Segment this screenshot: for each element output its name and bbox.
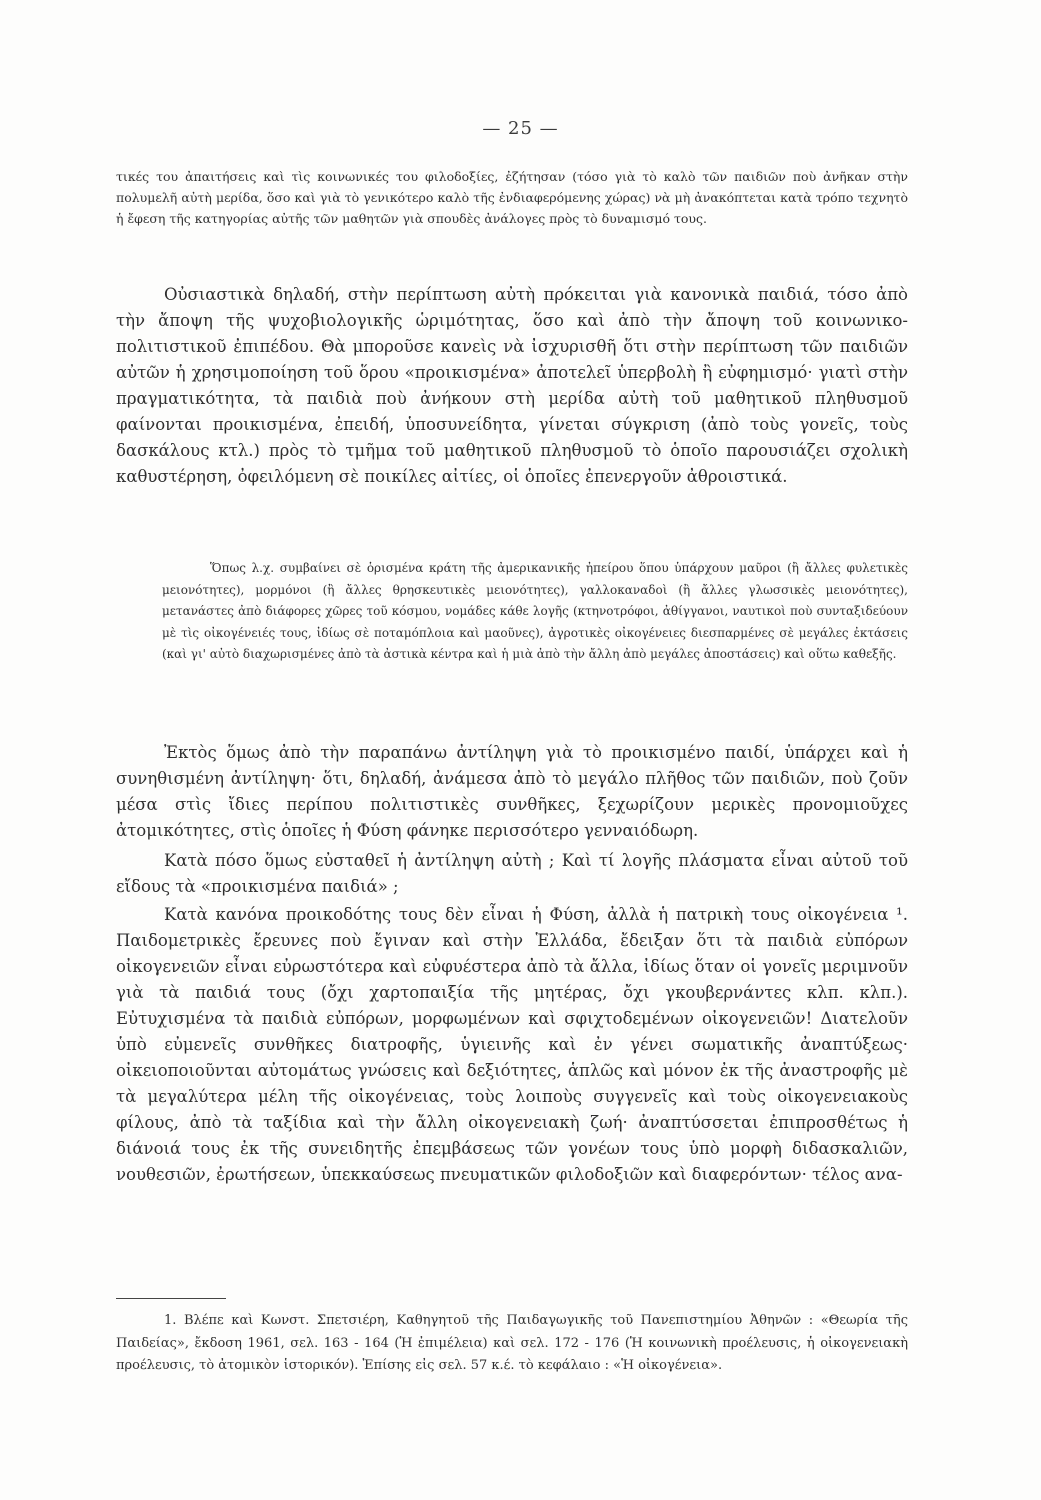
page-number: — 25 — [482,118,559,139]
footnote: 1. Βλέπε καὶ Κωνστ. Σπετσιέρη, Καθηγητοῦ τῆς Παιδαγωγικῆς τοῦ Πανεπιστημίου Ἀθηνῶν : «Θεωρία τῆς Παιδείας», ἔκδοση 1961, σελ. 163 - 164 (Ἡ ἐπιμέλεια) καὶ σελ. 172 - 176 (Ἡ κοινωνικὴ προέλευσις, ἡ οἰκογενειακὴ προέλευσις, τὸ ἀτομικὸν ἱστορικόν). Ἐπίσης εἰς σελ. 57 κ.έ. τὸ κεφάλαιο : «Ἡ οἰκογένεια». [116,1313,908,1373]
paragraph-essentially: Οὐσιαστικὰ δηλαδή, στὴν περίπτωση αὐτὴ πρόκειται γιὰ κανονικὰ παιδιά, τόσο ἀπὸ τὴν ἄποψη τῆς ψυχοβιολογικῆς ὡριμότητας, ὅσο καὶ ἀπὸ τὴν ἄποψη τοῦ κοινωνικο-πολιτιστικοῦ ἐπιπέδου. Θὰ μποροῦσε κανεὶς νὰ ἰσχυρισθῆ ὅτι στὴν περίπτωση τῶν παιδιῶν αὐτῶν ἡ χρησιμοποίηση τοῦ ὅρου «προικισμένα» ἀποτελεῖ ὑπερβολὴ ἢ εὐφημισμό· γιατὶ στὴν πραγματικότητα, τὰ παιδιὰ ποὺ ἀνήκουν στὴ μερίδα αὐτὴ τοῦ μαθητικοῦ πληθυσμοῦ φαίνονται προικισμένα, ἐπειδή, ὑποσυνείδητα, γίνεται σύγκριση (ἀπὸ τοὺς γονεῖς, τοὺς δασκάλους κτλ.) πρὸς τὸ τμῆμα τοῦ μαθητικοῦ πληθυσμοῦ τὸ ὁποῖο παρουσιάζει σχολικὴ καθυστέρηση, ὀφειλόμενη σὲ ποικίλες αἰτίες, οἱ ὁποῖες ἐπενεργοῦν ἀθροιστικά. [116,285,908,486]
paragraph-question: Κατὰ πόσο ὅμως εὐσταθεῖ ἡ ἀντίληψη αὐτὴ ; Καὶ τί λογῆς πλάσματα εἶναι αὐτοῦ τοῦ εἴδους τὰ «προικισμένα παιδιά» ; [116,851,908,896]
paragraph-family-endowment: Κατὰ κανόνα προικοδότης τους δὲν εἶναι ἡ Φύση, ἀλλὰ ἡ πατρικὴ τους οἰκογένεια ¹. Παιδομετρικὲς ἔρευνες ποὺ ἔγιναν καὶ στὴν Ἑλλάδα, ἔδειξαν ὅτι τὰ παιδιὰ εὐπόρων οἰκογενειῶν εἶναι εὐρωστότερα καὶ εὐφυέστερα ἀπὸ τὰ ἄλλα, ἰδίως ὅταν οἱ γονεῖς μεριμνοῦν γιὰ τὰ παιδιά τους (ὄχι χαρτοπαιξία τῆς μητέρας, ὄχι γκουβερνάντες κλπ. κλπ.). Εὐτυχισμένα τὰ παιδιὰ εὐπόρων, μορφωμένων καὶ σφιχτοδεμένων οἰκογενειῶν! Διατελοῦν ὑπὸ εὐμενεῖς συνθῆκες διατροφῆς, ὑγιεινῆς καὶ ἐν γένει σωματικῆς ἀναπτύξεως· οἰκειοποιοῦνται αὐτομάτως γνώσεις καὶ δεξιότητες, ἁπλῶς καὶ μόνον ἐκ τῆς ἀναστροφῆς μὲ τὰ μεγαλύτερα μέλη τῆς οἰκογένειας, τοὺς λοιποὺς συγγενεῖς καὶ τοὺς οἰκογενειακοὺς φίλους, ἀπὸ τὰ ταξίδια καὶ τὴν ἄλλη οἰκογενειακὴ ζωή· ἀναπτύσσεται ἐπιπροσθέτως ἡ διάνοιά τους ἐκ τῆς συνειδητῆς ἐπεμβάσεως τῶν γονέων τους ὑπὸ μορφὴ διδασκαλιῶν, νουθεσιῶν, ἐρωτήσεων, ὑπεκκαύσεως πνευματικῶν φιλοδοξιῶν καὶ διαφερόντων· τέλος ανα- [116,905,908,1184]
note-examples: Ὅπως λ.χ. συμβαίνει σὲ ὁρισμένα κράτη τῆς ἀμερικανικῆς ἠπείρου ὅπου ὑπάρχουν μαῦροι (ἢ ἄλλες φυλετικὲς μειονότητες), μορμόνοι (ἢ ἄλλες θρησκευτικὲς μειονότητες), γαλλοκαναδοὶ (ἢ ἄλλες γλωσσικὲς μειονότητες), μετανάστες ἀπὸ διάφορες χῶρες τοῦ κόσμου, νομάδες κάθε λογῆς (κτηνοτρόφοι, ἀθίγγανοι, ναυτικοὶ ποὺ συνταξιδεύουν μὲ τὶς οἰκογένειές τους, ἰδίως σὲ ποταμόπλοια καὶ μαοῦνες), ἀγροτικὲς οἰκογένειες διεσπαρμένες σὲ μεγάλες ἐκτάσεις (καὶ γι' αὐτὸ διαχωρισμένες ἀπὸ τὰ ἀστικὰ κέντρα καὶ ἡ μιὰ ἀπὸ τὴν ἄλλη ἀπὸ μεγάλες ἀποστάσεις) καὶ οὕτω καθεξῆς. [162,561,908,661]
paragraph-besides: Ἐκτὸς ὅμως ἀπὸ τὴν παραπάνω ἀντίληψη γιὰ τὸ προικισμένο παιδί, ὑπάρχει καὶ ἡ συνηθισμένη ἀντίληψη· ὅτι, δηλαδή, ἀνάμεσα ἀπὸ τὸ μεγάλο πλῆθος τῶν παιδιῶν, ποὺ ζοῦν μέσα στὶς ἴδιες περίπου πολιτιστικὲς συνθῆκες, ξεχωρίζουν μερικὲς προνομιοῦχες ἀτομικότητες, στὶς ὁποῖες ἡ Φύση φάνηκε περισσότερο γενναιόδωρη. [116,743,908,840]
footnote-rule [116,1298,226,1299]
paragraph-continuation: τικές του ἀπαιτήσεις καὶ τὶς κοινωνικές του φιλοδοξίες, ἐζήτησαν (τόσο γιὰ τὸ καλὸ τῶν παιδιῶν ποὺ ἀνῆκαν στὴν πολυμελῆ αὐτὴ μερίδα, ὅσο καὶ γιὰ τὸ γενικότερο καλὸ τῆς ἐνδιαφερόμενης χώρας) νὰ μὴ ἀνακόπτεται κατὰ τρόπο τεχνητὸ ἡ ἔφεση τῆς κατηγορίας αὐτῆς τῶν μαθητῶν γιὰ σπουδὲς ἀνάλογες πρὸς τὸ δυναμισμό τους. [116,169,908,226]
